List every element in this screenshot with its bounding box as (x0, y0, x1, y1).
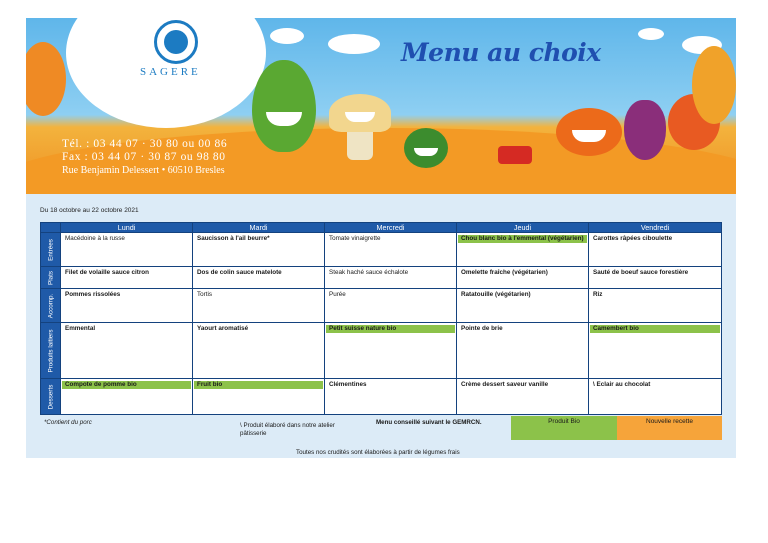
dish-name: Clémentines (329, 381, 367, 388)
menu-row (41, 233, 722, 267)
dish-cell (61, 267, 193, 289)
dish-name-bio: Compote de pomme bio (62, 381, 191, 389)
dish-name: \ Eclair au chocolat (593, 381, 651, 388)
dish-cell (193, 323, 325, 379)
menu-row (41, 379, 722, 415)
dish-cell (193, 289, 325, 323)
dish-name: Pommes rissolées (65, 291, 121, 298)
dish-cell (457, 289, 589, 323)
dish-cell (457, 233, 589, 267)
dish-name: Dos de colin sauce matelote (197, 269, 282, 276)
cabbage-illustration (404, 128, 448, 168)
menu-table (40, 222, 722, 415)
pumpkin-illustration (556, 108, 622, 156)
dish-name: Tortis (197, 291, 213, 298)
dish-cell (457, 267, 589, 289)
tractor-illustration (498, 146, 532, 164)
day-header: Vendredi (589, 223, 722, 233)
day-header: Mardi (193, 223, 325, 233)
category-label: Produits laitiers (46, 328, 54, 373)
menu-period: Du 18 octobre au 22 octobre 2021 (40, 207, 139, 214)
category-cell (41, 323, 61, 379)
day-header-row (41, 223, 722, 233)
category-cell (41, 233, 61, 267)
cloud-illustration (638, 28, 664, 40)
corner-cell (41, 223, 61, 233)
dish-cell (589, 289, 722, 323)
category-label: Plats (46, 270, 54, 285)
dish-name: Omelette fraîche (végétarien) (461, 269, 548, 276)
banner (26, 18, 736, 194)
dish-name-bio: Fruit bio (194, 381, 323, 389)
day-header: Jeudi (457, 223, 589, 233)
day-header: Mercredi (325, 223, 457, 233)
dish-cell (61, 323, 193, 379)
legend-new-recipe: Nouvelle recette (617, 416, 722, 440)
dish-name: Filet de volaille sauce citron (65, 269, 149, 276)
menu-row (41, 323, 722, 379)
menu-sheet (26, 18, 736, 458)
dish-cell (193, 233, 325, 267)
dish-name-bio: Petit suisse nature bio (326, 325, 455, 333)
dish-name: Saucisson à l'ail beurre* (197, 235, 270, 242)
dish-cell (193, 379, 325, 415)
address: Rue Benjamin Delessert • 60510 Bresles (62, 165, 225, 176)
category-label: Accomp. (46, 293, 54, 318)
dish-cell (61, 379, 193, 415)
dish-cell (589, 379, 722, 415)
dish-cell (457, 323, 589, 379)
cloud-illustration (270, 28, 304, 44)
dish-cell (61, 233, 193, 267)
category-cell (41, 379, 61, 415)
dish-cell (193, 267, 325, 289)
dish-name: Ratatouille (végétarien) (461, 291, 531, 298)
dish-cell (325, 379, 457, 415)
dish-name: Carottes râpées ciboulette (593, 235, 673, 242)
dish-name: Steak haché sauce échalote (329, 269, 409, 276)
tree-illustration (26, 42, 66, 116)
crudites-note: Toutes nos crudités sont élaborées à partir de légumes frais (296, 449, 460, 456)
dish-cell (325, 267, 457, 289)
dish-name: Tomate vinaigrette (329, 235, 381, 242)
dish-name: Emmental (65, 325, 96, 332)
dish-cell (589, 233, 722, 267)
contact-block (62, 138, 227, 177)
dish-name: Macédoine à la russe (65, 235, 125, 242)
dish-cell (325, 233, 457, 267)
page-title: Menu au choix (401, 38, 601, 67)
cloud-illustration (328, 34, 380, 54)
dish-cell (61, 289, 193, 323)
phone-number: Tél. : 03 44 07 · 30 80 ou 00 86 (62, 138, 228, 150)
day-header: Lundi (61, 223, 193, 233)
dish-cell (589, 267, 722, 289)
pastry-note: \ Produit élaboré dans notre atelier pâtisserie (240, 422, 335, 437)
gemrcn-note: Menu conseillé suivant le GEMRCN. (376, 419, 482, 426)
dish-cell (457, 379, 589, 415)
legend-bio: Produit Bio (511, 416, 617, 440)
category-cell (41, 267, 61, 289)
category-label: Desserts (46, 384, 54, 409)
logo-name: SAGERE (140, 66, 201, 78)
mushroom-illustration (329, 94, 391, 132)
grapes-illustration (624, 100, 666, 160)
logo-icon (154, 20, 198, 64)
dish-name-bio: Chou blanc bio à l'emmental (végétarien) (458, 235, 587, 243)
pork-note: *Contient du porc (44, 419, 92, 426)
dish-name: Riz (593, 291, 603, 298)
menu-row (41, 289, 722, 323)
dish-cell (325, 323, 457, 379)
dish-name: Yaourt aromatisé (197, 325, 249, 332)
pear-illustration (252, 60, 316, 152)
category-cell (41, 289, 61, 323)
menu-row (41, 267, 722, 289)
dish-name: Purée (329, 291, 346, 298)
dish-cell (589, 323, 722, 379)
dish-name: Sauté de boeuf sauce forestière (593, 269, 689, 276)
logo-cloud (66, 18, 266, 128)
category-label: Entrées (46, 238, 54, 261)
fax-number: Fax : 03 44 07 · 30 87 ou 98 80 (62, 151, 226, 163)
dish-name-bio: Camembert bio (590, 325, 720, 333)
tree-illustration (692, 46, 736, 124)
dish-name: Pointe de brie (461, 325, 503, 332)
dish-cell (325, 289, 457, 323)
dish-name: Crème dessert saveur vanille (461, 381, 549, 388)
